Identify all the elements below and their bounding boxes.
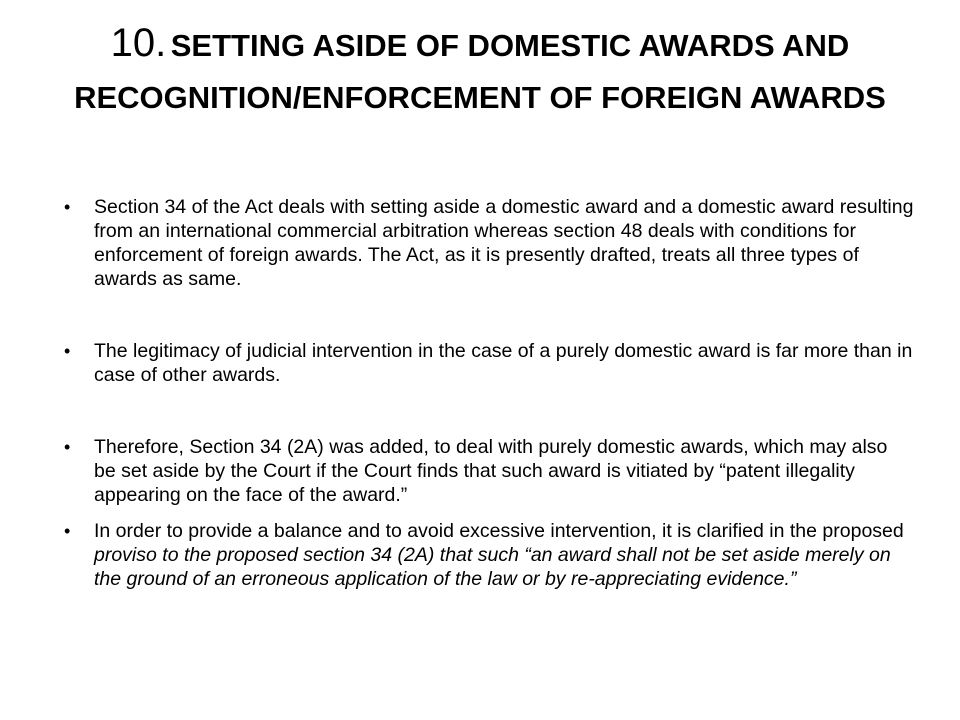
bullet-text-italic: proviso to the proposed section 34 (2A) that such “an award shall not be set aside merely on the ground of an erroneous application of the law or by re-appreciating evidence.” xyxy=(94,544,891,590)
bullet-item xyxy=(64,339,914,387)
bullet-item xyxy=(64,519,914,591)
title-number: 10. xyxy=(110,21,167,65)
bullet-icon: • xyxy=(64,197,71,217)
bullet-icon: • xyxy=(64,521,71,541)
bullet-list xyxy=(64,195,914,591)
bullet-text: Section 34 of the Act deals with setting aside a domestic award and a domestic award resulting from an international commercial arbitration whereas section 48 deals with conditions for enforcement of foreign awards. The Act, as it is presently drafted, treats all three types of awards as same. xyxy=(94,196,914,290)
bullet-icon: • xyxy=(64,341,71,361)
bullet-text: The legitimacy of judicial intervention in the case of a purely domestic award is far more than in case of other awards. xyxy=(94,340,913,386)
slide-title xyxy=(60,20,900,127)
title-text: SETTING ASIDE OF DOMESTIC AWARDS AND RECOGNITION/ENFORCEMENT OF FOREIGN AWARDS xyxy=(74,28,886,115)
bullet-item xyxy=(64,195,914,291)
bullet-item xyxy=(64,435,914,507)
bullet-text-plain: In order to provide a balance and to avoid excessive intervention, it is clarified in the proposed xyxy=(94,520,904,542)
bullet-icon: • xyxy=(64,437,71,457)
bullet-text: Therefore, Section 34 (2A) was added, to deal with purely domestic awards, which may also be set aside by the Court if the Court finds that such award is vitiated by “patent illegality appearing on the face of the award.” xyxy=(94,436,888,506)
